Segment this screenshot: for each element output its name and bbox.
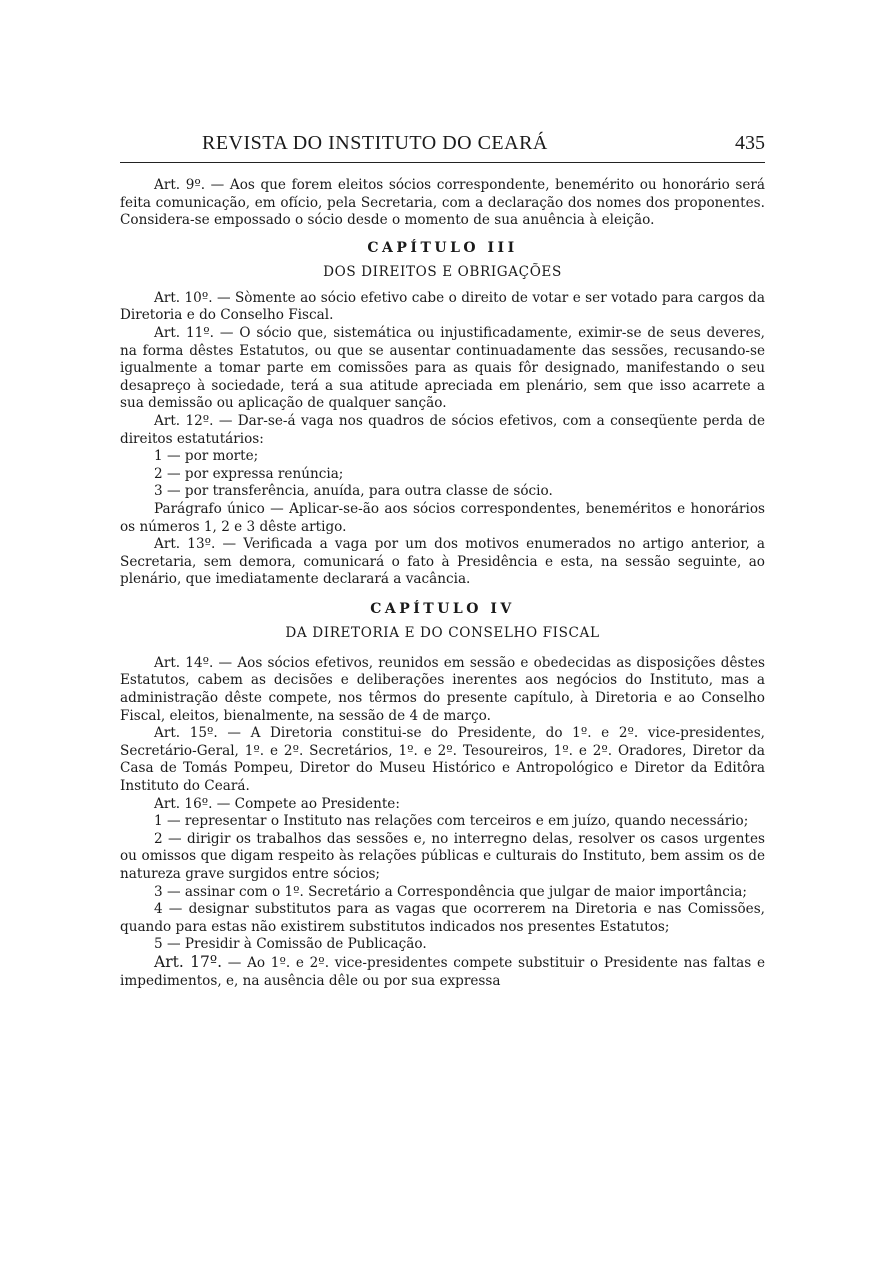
article-12-item-3: 3 — por transferência, anuída, para outra classe de sócio. xyxy=(154,483,553,500)
article-12-item-1: 1 — por morte; xyxy=(154,448,259,465)
article-16-item-1: 1 — representar o Instituto nas relações com terceiros e em juízo, quando necessário; xyxy=(154,813,749,830)
journal-title: REVISTA DO INSTITUTO DO CEARÁ xyxy=(202,132,548,154)
chapter-title-4: DA DIRETORIA E DO CONSELHO FISCAL xyxy=(285,624,600,641)
page-number: 435 xyxy=(735,132,765,154)
article-16-item-5: 5 — Presidir à Comissão de Publicação. xyxy=(154,936,427,953)
chapter-heading-3: CAPÍTULO III xyxy=(367,239,518,256)
header-rule xyxy=(120,162,765,163)
article-12-paragraph: Parágrafo único — Aplicar-se-ão aos sócios correspondentes, beneméritos e honorários os números 1, 2 e 3 dêste artigo. xyxy=(120,500,765,535)
article-14: Art. 14º. — Aos sócios efetivos, reunidos em sessão e obedecidas as disposições dêstes Estatutos, cabem as decisões e deliberações inerentes aos negócios do Instituto, mas a administração dêste compete, nos têrmos do presente capítulo, à Diretoria e ao Conselho Fiscal, eleitos, bienalmente, na sessão de 4 de março. xyxy=(120,654,765,724)
running-header xyxy=(120,130,765,162)
article-12: Art. 12º. — Dar-se-á vaga nos quadros de sócios efetivos, com a conseqüente perda de direitos estatutários: xyxy=(120,412,765,447)
article-10: Art. 10º. — Sòmente ao sócio efetivo cabe o direito de votar e ser votado para cargos da Diretoria e do Conselho Fiscal. xyxy=(120,289,765,324)
chapter-heading-4: CAPÍTULO IV xyxy=(370,600,515,617)
article-11: Art. 11º. — O sócio que, sistemática ou injustificadamente, eximir-se de seus deveres, na forma dêstes Estatutos, ou que se ausentar continuadamente das sessões, recusando-se igualmente a tomar parte em comissões para as quais fôr designado, manifestando o seu desapreço à sociedade, terá a sua atitude apreciada em plenário, sem que isso acarrete a sua demissão ou aplicação de qualquer sanção. xyxy=(120,324,765,412)
article-16-item-2: 2 — dirigir os trabalhos das sessões e, no interregno delas, resolver os casos urgentes ou omissos que digam respeito às relações públicas e culturais do Instituto, bem assim os de natureza grave surgidos entre sócios; xyxy=(120,830,765,882)
article-15: Art. 15º. — A Diretoria constitui-se do Presidente, do 1º. e 2º. vice-presidentes, Secretário-Geral, 1º. e 2º. Secretários, 1º. e 2º. Tesoureiros, 1º. e 2º. Oradores, Diretor da Casa de Tomás Pompeu, Diretor do Museu Histórico e Antropológico e Diretor da Editôra Instituto do Ceará. xyxy=(120,725,765,795)
article-17-text: — Ao 1º. e 2º. vice-presidentes compete substituir o Presidente nas faltas e impedimentos, e, na ausência dêle ou por sua expressa xyxy=(120,954,765,989)
article-16-item-3: 3 — assinar com o 1º. Secretário a Correspondência que julgar de maior importância; xyxy=(154,883,747,900)
article-12-item-2: 2 — por expressa renúncia; xyxy=(154,465,344,482)
article-9: Art. 9º. — Aos que forem eleitos sócios correspondente, benemérito ou honorário será feita comunicação, em ofício, pela Secretaria, com a declaração dos nomes dos proponentes. Considera-se empossado o sócio desde o momento de sua anuência à eleição. xyxy=(120,177,765,229)
article-17 xyxy=(120,954,765,990)
document-page xyxy=(120,130,765,990)
article-16-item-4: 4 — designar substitutos para as vagas que ocorrerem na Diretoria e nas Comissões, quando para estas não existirem substitutos indicados nos presentes Estatutos; xyxy=(120,901,765,935)
chapter-title-3: DOS DIREITOS E OBRIGAÇÕES xyxy=(323,263,562,280)
article-13: Art. 13º. — Verificada a vaga por um dos motivos enumerados no artigo anterior, a Secretaria, sem demora, comunicará o fato à Presidência e esta, na sessão seguinte, ao plenário, que imediatamente declarará a vacância. xyxy=(120,536,765,588)
article-17-heading: Art. 17º. xyxy=(154,952,223,971)
article-16: Art. 16º. — Compete ao Presidente: xyxy=(154,795,400,812)
